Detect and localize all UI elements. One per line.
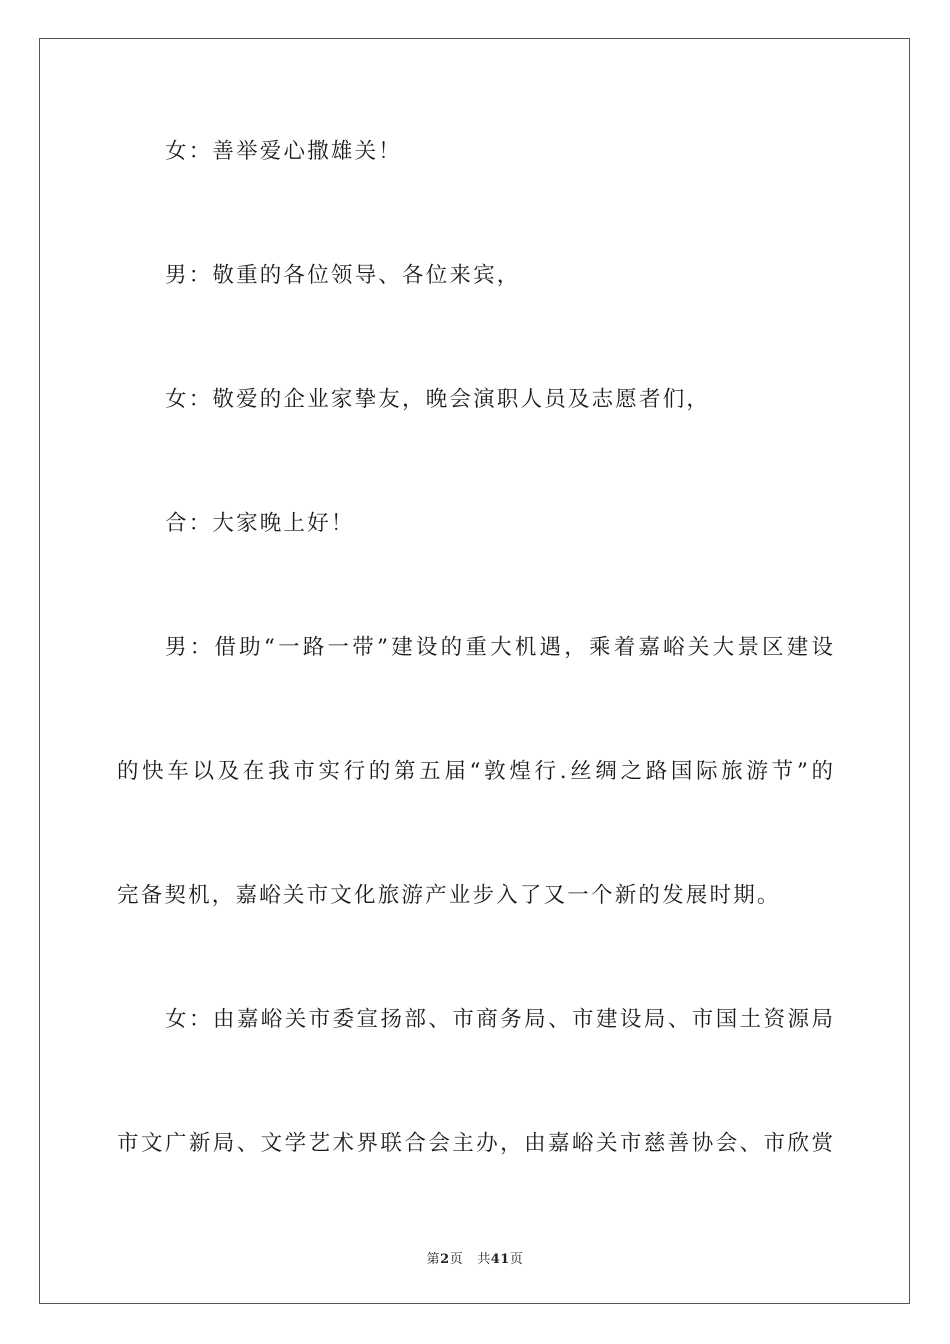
dialogue-line: 女：善举爱心撒雄关！ — [165, 139, 403, 164]
dialogue-line: 合：大家晚上好！ — [165, 511, 355, 536]
page-prefix: 第 — [426, 1252, 441, 1267]
page-border — [39, 38, 910, 1304]
dialogue-line: 男：敬重的各位领导、各位来宾， — [165, 263, 521, 288]
dialogue-line: 男：借助“一路一带”建设的重大机遇，乘着嘉峪关大景区建设 — [165, 635, 833, 660]
page-footer — [0, 1248, 950, 1267]
total-prefix: 共 — [477, 1252, 491, 1267]
dialogue-line-continued: 市文广新局、文学艺术界联合会主办，由嘉峪关市慈善协会、市欣赏 — [117, 1131, 833, 1156]
dialogue-line-continued: 完备契机，嘉峪关市文化旅游产业步入了又一个新的发展时期。 — [117, 883, 781, 908]
dialogue-line-continued: 的快车以及在我市实行的第五届“敦煌行.丝绸之路国际旅游节”的 — [117, 759, 833, 784]
page-number: 2 — [440, 1252, 450, 1267]
total-pages: 41 — [490, 1252, 510, 1267]
page-suffix: 页 — [449, 1252, 464, 1267]
dialogue-line: 女：敬爱的企业家挚友，晚会演职人员及志愿者们， — [165, 387, 711, 412]
dialogue-line: 女：由嘉峪关市委宣扬部、市商务局、市建设局、市国土资源局 — [165, 1007, 833, 1032]
total-suffix: 页 — [509, 1252, 524, 1267]
